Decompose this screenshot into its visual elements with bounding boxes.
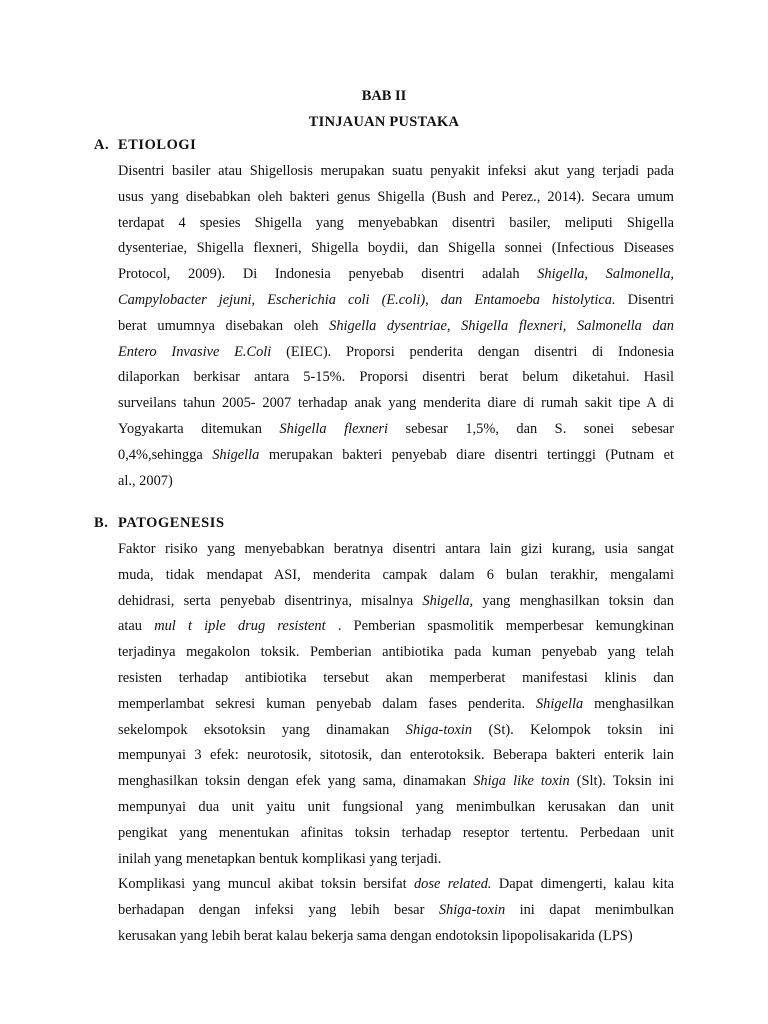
text-run: kerusakan yang lebih berat kalau bekerja sama dengan endotoksin lipopolisakarida (LPS) [118,927,633,944]
section-letter: A. [94,137,110,153]
text-line [118,821,674,847]
text-run: muda, tidak mendapat ASI, menderita campak dalam 6 bulan terakhir, mengalami [118,566,674,583]
text-run: usus yang disebabkan oleh bakteri genus Shigella (Bush and Perez., 2014). Secara umum [118,188,674,205]
text-line [118,236,674,262]
text-run: sekelompok eksotoksin yang dinamakan [118,721,406,738]
text-line [118,443,674,469]
text-line [118,211,674,237]
section-heading-text: ETIOLOGI [118,137,197,153]
text-run: terdapat 4 spesies Shigella yang menyebabkan disentri basiler, meliputi Shigella [118,214,674,231]
chapter-title: BAB II [361,88,407,104]
text-run: berhadapan dengan infeksi yang lebih besar [118,902,439,919]
page-title: TINJAUAN PUSTAKA [308,114,460,130]
italic-text: Shiga-toxin [438,902,506,919]
section-heading-etiologi [94,136,196,154]
italic-text: Shigella dysentriae, Shigella flexneri, Salmonella dan [329,317,674,334]
italic-text: Shigella flexneri [279,420,389,437]
italic-text: mul t iple drug resistent [154,618,326,635]
text-run: memperlambat sekresi kuman penyebab dalam fases penderita. [118,695,536,712]
italic-text: Shiga-toxin [405,721,473,738]
text-line [118,614,674,640]
text-line [118,847,674,873]
section-heading-text: PATOGENESIS [118,515,225,531]
text-line [118,692,674,718]
text-run: berat umumnya disebakan oleh [118,317,330,334]
text-run: Faktor risiko yang menyebabkan beratnya disentri antara lain gizi kurang, usia sangat [118,541,674,557]
text-run: dehidrasi, serta penyebab disentrinya, misalnya [118,592,423,609]
text-line [118,469,674,495]
italic-text: Shigella, [422,592,474,609]
text-run: pengikat yang menentukan afinitas toksin terhadap reseptor tertentu. Perbedaan unit [118,824,674,841]
text-run: inilah yang menetapkan bentuk komplikasi yang terjadi. [118,850,442,867]
text-run: terjadinya megakolon toksik. Pemberian antibiotika pada kuman penyebab yang telah [118,644,674,661]
text-run: ini dapat menimbulkan [505,902,674,919]
text-line [118,769,674,795]
text-run: atau [118,618,155,635]
text-run: dilaporkan berkisar antara 5-15%. Proporsi disentri berat belum diketahui. Hasil [118,369,674,386]
text-run: (St). Kelompok toksin ini [472,721,675,738]
text-run: Yogyakarta ditemukan [118,420,280,437]
text-line [118,537,674,563]
text-line [118,365,674,391]
text-run: Dapat dimengerti, kalau kita [491,876,674,893]
text-line [118,391,674,417]
text-line [118,185,674,211]
italic-text: Shigella, Salmonella, [537,266,674,283]
text-run: Disentri [615,291,674,308]
text-run: 0,4%,sehingga [118,446,213,463]
text-run: Protocol, 2009). Di Indonesia penyebab disentri adalah [118,266,538,283]
text-line [118,159,674,185]
text-line [118,288,674,314]
text-line [118,898,674,924]
text-run: Komplikasi yang muncul akibat toksin bersifat [118,876,414,893]
text-run: . Pemberian spasmolitik memperbesar kemungkinan [325,618,674,635]
text-run: dysenteriae, Shigella flexneri, Shigella boydii, dan Shigella sonnei (Infectious Diseases [118,240,674,257]
text-line [118,563,674,589]
text-line [118,340,674,366]
text-line [118,743,674,769]
text-run: menghasilkan [583,695,674,712]
text-line [118,589,674,615]
text-line [118,262,674,288]
text-run: menghasilkan toksin dengan efek yang sama, dinamakan [118,773,474,790]
italic-text: Entero Invasive E.Coli [118,343,272,360]
italic-text: dose related. [413,876,492,893]
text-line [118,417,674,443]
text-run: sebesar 1,5%, dan S. sonei sebesar [388,420,674,437]
text-run: mempunyai dua unit yaitu unit fungsional yang menimbulkan kerusakan dan unit [118,798,674,815]
text-run: al., 2007) [118,472,173,489]
italic-text: Campylobacter jejuni, Escherichia coli (E.coli), dan Entamoeba histolytica. [118,291,616,308]
italic-text: Shigella [535,695,584,712]
text-run: (Slt). Toksin ini [569,773,674,790]
text-run: yang menghasilkan toksin dan [473,592,674,609]
text-line [118,795,674,821]
text-run: surveilans tahun 2005- 2007 terhadap anak yang menderita diare di rumah sakit tipe A di [118,395,674,412]
text-line [118,640,674,666]
text-run: resisten terhadap antibiotika tersebut akan memperberat manifestasi klinis dan [118,669,674,686]
section-letter: B. [94,515,109,531]
text-line [118,314,674,340]
section-body-etiologi [118,159,674,494]
text-run: (EIEC). Proporsi penderita dengan disentri di Indonesia [271,343,674,360]
text-line [118,924,674,950]
section-body-patogenesis [118,537,674,950]
text-line [118,666,674,692]
text-run: merupakan bakteri penyebab diare disentri tertinggi (Putnam et [259,446,674,463]
text-line [118,718,674,744]
text-run: Disentri basiler atau Shigellosis merupakan suatu penyakit infeksi akut yang terjadi pada [118,163,674,179]
text-run: mempunyai 3 efek: neurotosik, sitotosik, dan enterotoksik. Beberapa bakteri enterik lain [118,747,674,764]
section-heading-patogenesis [94,514,225,532]
italic-text: Shiga like toxin [473,773,570,790]
text-line [118,872,674,898]
italic-text: Shigella [212,446,260,463]
